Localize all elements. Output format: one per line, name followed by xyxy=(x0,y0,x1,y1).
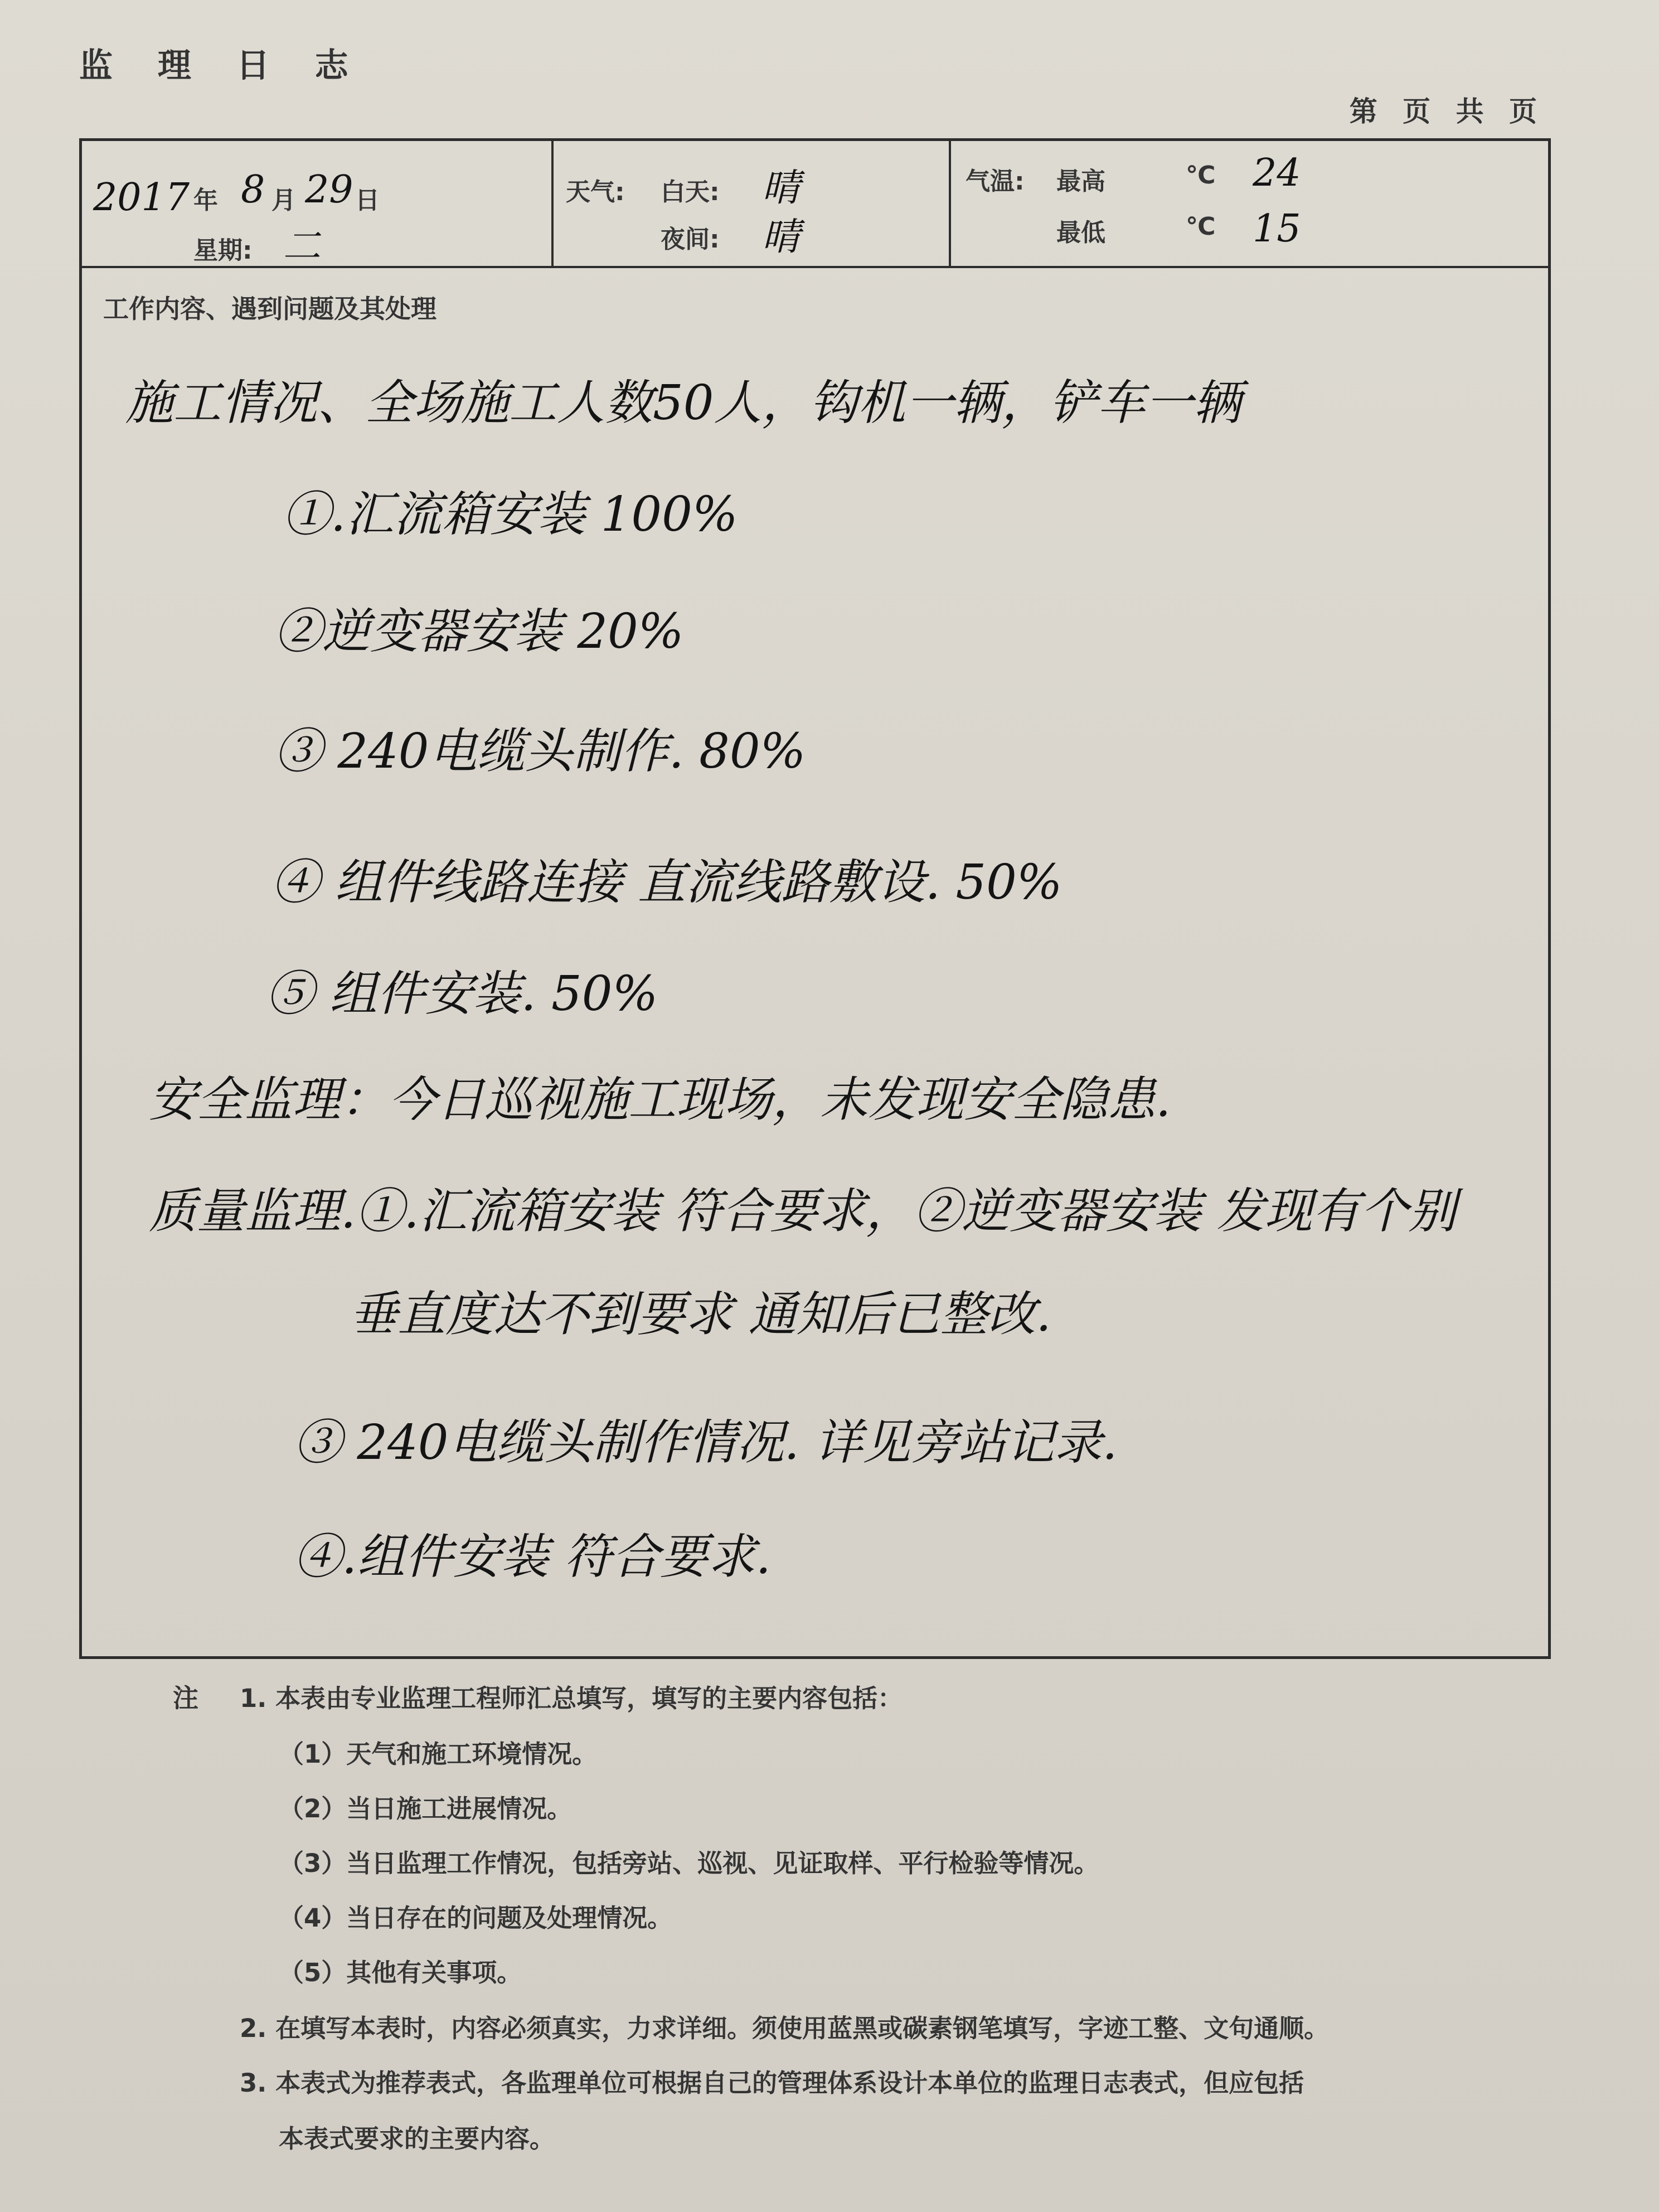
temperature-label: 气温: xyxy=(966,167,1025,196)
high-temp-value: 24 xyxy=(1253,151,1301,195)
note-item: 1. 本表由专业监理工程师汇总填写，填写的主要内容包括： xyxy=(240,1684,903,1713)
month-label: 月 xyxy=(271,186,296,215)
daytime-label: 白天: xyxy=(661,178,720,206)
nighttime-weather: 晴 xyxy=(762,215,801,259)
body-line: ③ 240电缆头制作. 80% xyxy=(274,724,806,779)
note-item: （3）当日监理工作情况，包括旁站、巡视、见证取样、平行检验等情况。 xyxy=(279,1849,1099,1878)
header-row xyxy=(82,141,1548,268)
column-divider xyxy=(551,141,554,266)
page-counter: 第 页 共 页 xyxy=(1349,95,1545,128)
weather-label: 天气: xyxy=(566,178,625,206)
weekday-label: 星期: xyxy=(193,236,253,265)
note-item: 2. 在填写本表时，内容必须真实，力求详细。须使用蓝黑或碳素钢笔填写，字迹工整、文句通顺。 xyxy=(240,2014,1330,2043)
body-line: 质量监理.①.汇流箱安装 符合要求，②逆变器安装 发现有个别 xyxy=(149,1183,1457,1239)
high-temp-unit: ℃ xyxy=(1186,161,1216,190)
body-line: 施工情况、全场施工人数50人，钩机一辆，铲车一辆 xyxy=(125,375,1241,431)
notes-label: 注 xyxy=(173,1683,198,1713)
low-temp-label: 最低 xyxy=(1056,219,1105,247)
log-table xyxy=(79,138,1551,1659)
note-item: 3. 本表式为推荐表式，各监理单位可根据自己的管理体系设计本单位的监理日志表式，但应包括 xyxy=(240,2068,1304,2098)
year-label: 年 xyxy=(193,186,218,215)
nighttime-label: 夜间: xyxy=(661,225,720,254)
body-line: ④ 组件线路连接 直流线路敷设. 50% xyxy=(271,855,1063,910)
low-temp-value: 15 xyxy=(1253,207,1301,251)
note-item: 本表式要求的主要内容。 xyxy=(279,2124,555,2153)
date-day: 29 xyxy=(305,168,353,212)
document-title: 监 理 日 志 xyxy=(79,46,365,85)
day-label: 日 xyxy=(355,186,380,215)
weekday-value: 二 xyxy=(283,225,321,269)
body-line: ①.汇流箱安装 100% xyxy=(283,487,738,542)
date-month: 8 xyxy=(241,168,265,212)
column-divider xyxy=(949,141,951,266)
section-heading: 工作内容、遇到问题及其处理 xyxy=(103,294,436,324)
body-line: ⑤ 组件安装. 50% xyxy=(266,966,658,1022)
note-item: （4）当日存在的问题及处理情况。 xyxy=(279,1903,673,1933)
low-temp-unit: ℃ xyxy=(1186,212,1216,241)
note-item: （5）其他有关事项。 xyxy=(279,1958,522,1987)
body-line: 安全监理：今日巡视施工现场，未发现安全隐患. xyxy=(149,1072,1171,1128)
daytime-weather: 晴 xyxy=(762,166,801,210)
high-temp-label: 最高 xyxy=(1056,167,1105,196)
body-line: 垂直度达不到要求 通知后已整改. xyxy=(350,1287,1051,1342)
body-line: ④.组件安装 符合要求. xyxy=(294,1529,772,1585)
body-line: ②逆变器安装 20% xyxy=(274,604,684,659)
date-year: 2017 xyxy=(93,176,190,220)
note-item: （2）当日施工进展情况。 xyxy=(279,1794,573,1823)
note-item: （1）天气和施工环境情况。 xyxy=(279,1739,598,1769)
body-line: ③ 240电缆头制作情况. 详见旁站记录. xyxy=(294,1415,1118,1471)
